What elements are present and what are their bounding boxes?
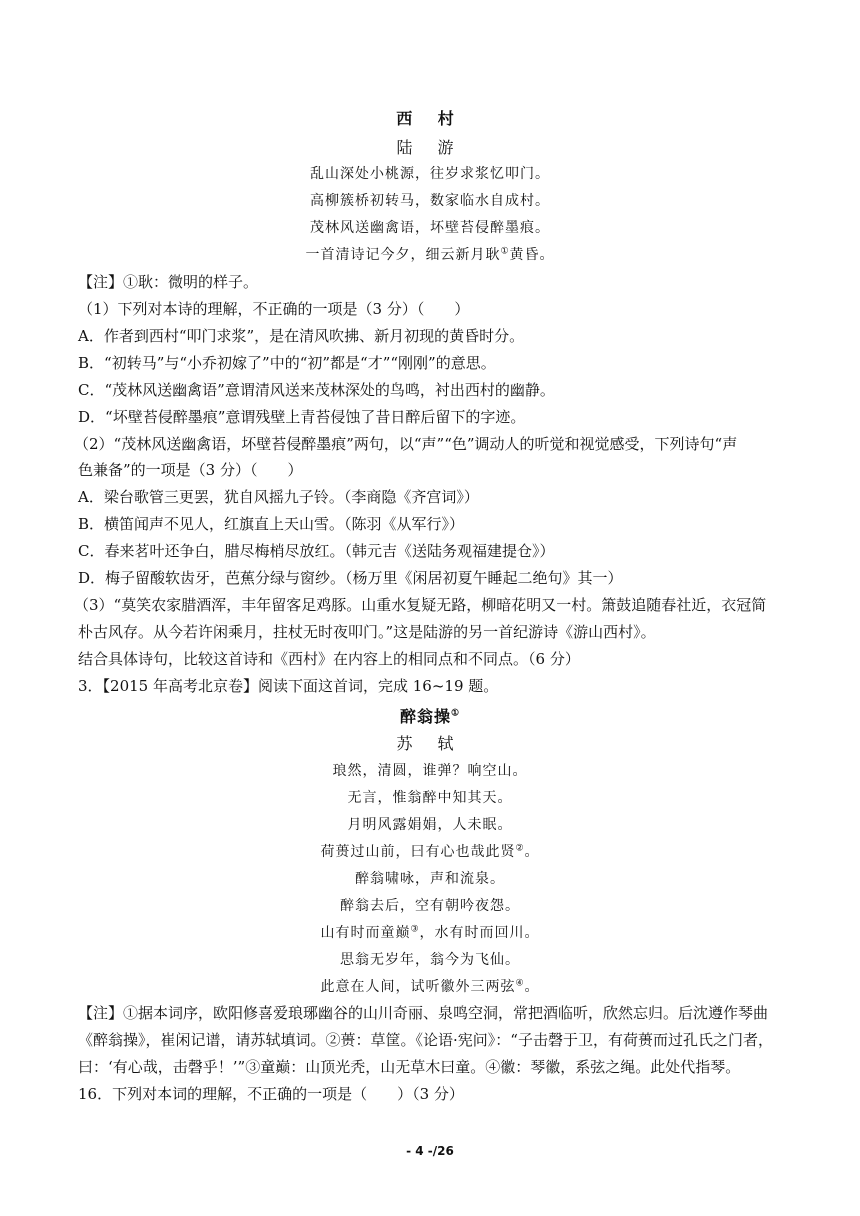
question-stem: （2）“茂林风送幽禽语，坏壁苔侵醉墨痕”两句，以“声”“色”调动人的听觉和视觉感受，下列诗句“声 [74, 435, 738, 453]
poem-line: 醉翁啸咏，声和流泉。 [355, 871, 505, 887]
question-stem: 16．下列对本词的理解，不正确的一项是（ ）（3 分） [78, 1085, 464, 1103]
poem-note: 【注】①耿：微明的样子。 [78, 273, 259, 291]
question-stem: 色兼备”的一项是（3 分）（ ） [78, 461, 303, 479]
footnote-marker: ① [500, 246, 510, 257]
answer-option: B．“初转马”与“小乔初嫁了”中的“初”都是“才”“刚刚”的意思。 [78, 354, 496, 372]
poem-line: 醉翁去后，空有朝吟夜怨。 [340, 898, 520, 914]
answer-option: A．作者到西村“叩门求浆”，是在清风吹拂、新月初现的黄昏时分。 [78, 327, 525, 345]
footnote-marker: ④ [515, 978, 525, 989]
footnote-marker: ② [515, 843, 525, 854]
question-stem: （3）“莫笑农家腊酒浑，丰年留客足鸡豚。山重水复疑无路，柳暗花明又一村。箫鼓追随春社近，衣冠简 [74, 596, 767, 614]
poem-line: 思翁无岁年，翁今为飞仙。 [340, 952, 520, 968]
poem-line: 高柳簇桥初转马，数家临水自成村。 [310, 193, 550, 209]
poem-line: 乱山深处小桃源，往岁求浆忆叩门。 [310, 166, 550, 182]
answer-option: B．横笛闻声不见人，红旗直上天山雪。（陈羽《从军行》） [78, 515, 465, 533]
poem-title: 醉翁操① [399, 707, 461, 726]
poem-author: 苏 轼 [396, 734, 464, 753]
poem-line: 一首清诗记今夕，细云新月耿①黄昏。 [305, 246, 555, 263]
poem-line: 荷蒉过山前，曰有心也哉此贤②。 [320, 843, 540, 860]
poem-line: 茂林风送幽禽语，坏壁苔侵醉墨痕。 [310, 220, 550, 236]
poem-line: 琅然，清圆，谁弹？响空山。 [332, 763, 528, 779]
poem-note: 曰：‘有心哉，击磬乎！’”③童巅：山顶光秃，山无草木曰童。④徽：琴徽，系弦之绳。此处代指琴。 [78, 1058, 741, 1076]
footnote-marker: ③ [410, 924, 420, 935]
answer-option: C．“茂林风送幽禽语”意谓清风送来茂林深处的鸟鸣，衬出西村的幽静。 [78, 381, 555, 399]
section-heading: 3．【2015 年高考北京卷】阅读下面这首词，完成 16~19 题。 [78, 677, 499, 695]
question-stem: （1）下列对本诗的理解，不正确的一项是（3 分）（ ） [78, 300, 470, 318]
poem-note: 《醉翁操》，崔闲记谱，请苏轼填词。②蒉：草筐。《论语·宪问》：“子击磬于卫，有荷蒉而过孔氏之门者， [78, 1031, 773, 1049]
poem-line: 月明风露娟娟，人未眠。 [347, 817, 513, 833]
footnote-marker: ① [450, 708, 461, 719]
answer-option: D．梅子留酸软齿牙，芭蕉分绿与窗纱。（杨万里《闲居初夏午睡起二绝句》其一） [78, 569, 623, 587]
answer-option: C．春来茗叶还争白，腊尽梅梢尽放红。（韩元吉《送陆务观福建提仓》） [78, 542, 555, 560]
question-stem: 朴古风存。从今若许闲乘月，拄杖无时夜叩门。”这是陆游的另一首纪游诗《游山西村》。 [78, 623, 656, 641]
question-stem: 结合具体诗句，比较这首诗和《西村》在内容上的相同点和不同点。（6 分） [78, 650, 580, 668]
poem-line: 此意在人间，试听徽外三两弦④。 [320, 978, 540, 995]
answer-option: D．“坏壁苔侵醉墨痕”意谓残壁上青苔侵蚀了昔日醉后留下的字迹。 [78, 408, 526, 426]
answer-option: A．梁台歌管三更罢，犹自风摇九子铃。（李商隐《齐宫词》） [78, 488, 479, 506]
poem-author: 陆 游 [396, 138, 464, 157]
poem-line: 无言，惟翁醉中知其天。 [347, 790, 513, 806]
poem-line: 山有时而童巅③，水有时而回川。 [320, 924, 540, 941]
poem-title: 西 村 [396, 109, 464, 128]
poem-note: 【注】①据本词序，欧阳修喜爱琅琊幽谷的山川奇丽、泉鸣空洞，常把酒临听，欣然忘归。后沈遵作琴曲 [78, 1004, 769, 1022]
page-number: - 4 -/26 [406, 1144, 454, 1158]
